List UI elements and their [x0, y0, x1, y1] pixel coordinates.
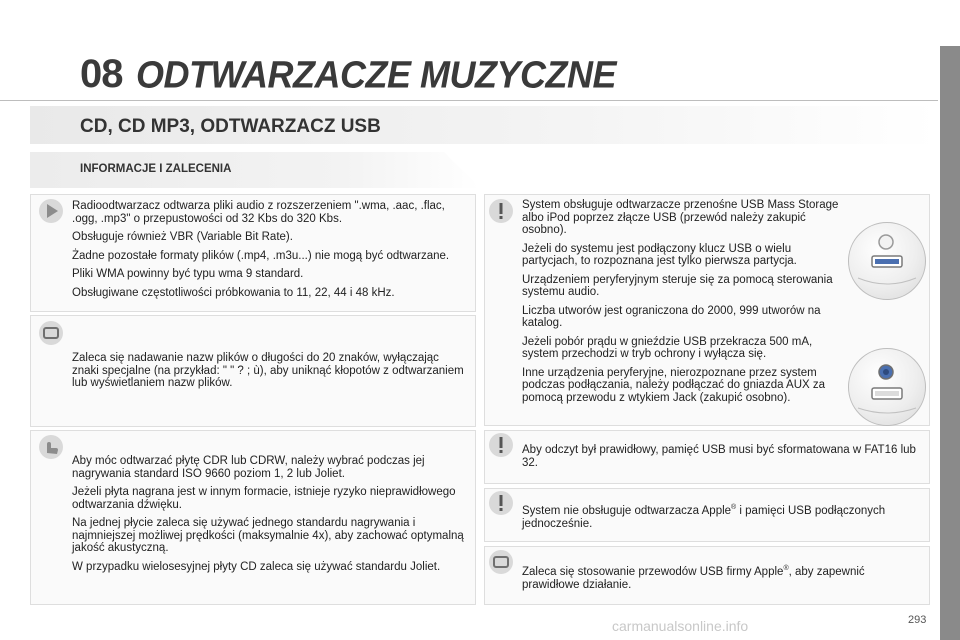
right-panel-apple-text [522, 505, 917, 536]
paragraph: Urządzeniem peryferyjnym steruje się za pomocą sterowania systemu audio. [522, 273, 833, 298]
paragraph: Żadne pozostałe formaty plików (.mp4, .m3u...) nie mogą być odtwarzane. [72, 249, 450, 262]
page-title: ODTWARZACZE MUZYCZNE [136, 52, 616, 96]
page-number: 293 [908, 614, 927, 626]
right-panel-cables-text [522, 566, 917, 597]
left-panel-cd-text [72, 455, 470, 579]
paragraph: Jeżeli pobór prądu w gnieździe USB przekracza 500 mA, system przechodzi w tryb ochrony i wyłącza się. [522, 335, 813, 360]
title-divider [0, 100, 938, 101]
registered-mark: ® [783, 565, 789, 573]
paragraph: Liczba utworów jest ograniczona do 2000, 999 utworów na katalog. [522, 304, 821, 329]
text-part: i pamięci USB podłączonych jednocześnie. [522, 505, 886, 530]
paragraph: Jeżeli płyta nagrana jest w innym formacie, istnieje ryzyko nieprawidłowego odtwarzania dźwięku. [72, 486, 456, 511]
text-part: , aby zapewnić prawidłowe działanie. [522, 566, 865, 591]
paragraph: Aby móc odtwarzać płytę CDR lub CDRW, należy wybrać podczas jej nagrywania standard ISO 9660 poziom 1, 2 lub Joliet. [72, 455, 425, 480]
info-heading: INFORMACJE I ZALECENIA [80, 163, 232, 175]
section-subtitle: CD, CD MP3, ODTWARZACZ USB [80, 116, 381, 137]
warning-icon [488, 432, 514, 458]
text-part: System nie obsługuje odtwarzacza Apple [522, 505, 732, 517]
watermark: carmanualsonline.info [612, 618, 749, 634]
warning-icon [488, 490, 514, 516]
section-number: 08 [80, 52, 123, 96]
paragraph: Obsługuje również VBR (Variable Bit Rate). [72, 231, 293, 243]
paragraph: System obsługuje odtwarzacze przenośne USB Mass Storage albo iPod poprzez złącze USB (przewód należy zakupić osobno). [522, 199, 839, 236]
aux-socket-icon [848, 348, 926, 426]
play-icon [38, 198, 64, 224]
paragraph: Inne urządzenia peryferyjne, nierozpoznane przez system podczas podłączania, należy podłączać do gniazda AUX za pomocą przewodu z wtykiem Jack (zakupić osobno). [522, 366, 826, 404]
paragraph: Obsługiwane częstotliwości próbkowania to 11, 22, 44 i 48 kHz. [72, 286, 395, 299]
warning-icon [488, 198, 514, 224]
text-part: Zaleca się stosowanie przewodów USB firmy Apple [522, 566, 784, 578]
usb-socket-icon [848, 222, 926, 300]
note-icon [38, 320, 64, 346]
paragraph: Pliki WMA powinny być typu wma 9 standard. [72, 268, 304, 280]
paragraph [522, 566, 917, 591]
paragraph: W przypadku wielosesyjnej płyty CD zaleca się używać standardu Joliet. [72, 560, 441, 573]
paragraph [522, 505, 917, 530]
paragraph: Na jednej płycie zaleca się używać jednego standardu nagrywania i najmniejszej możliwej prędkości (maksymalnie 4x), aby zachować optymalną jakość akustyczną. [72, 517, 464, 554]
paragraph: Radioodtwarzacz odtwarza pliki audio z rozszerzeniem ".wma, .aac, .flac, .ogg, .mp3" o przepustowości od 32 Kbs do 320 Kbs. [72, 200, 445, 225]
note-icon [488, 549, 514, 575]
touch-icon [38, 434, 64, 460]
right-edge-strip [940, 46, 960, 640]
registered-mark: ® [731, 504, 737, 512]
left-panel-formats-text [72, 200, 468, 305]
right-panel-format-text [522, 444, 917, 475]
right-panel-usb-text [522, 199, 847, 410]
paragraph: Aby odczyt był prawidłowy, pamięć USB musi być sformatowana w FAT16 lub 32. [522, 444, 916, 469]
left-panel-filenames-text [72, 352, 468, 396]
paragraph: Zaleca się nadawanie nazw plików o długości do 20 znaków, wyłączając znaki specjalne (na przykład: " " ? ; ù), aby uniknąć kłopotów z odtwarzaniem lub wyświetlaniem nazw plików. [72, 352, 464, 389]
paragraph: Jeżeli do systemu jest podłączony klucz USB o wielu partycjach, to rozpoznana jest tylko pierwsza partycja. [522, 242, 797, 267]
